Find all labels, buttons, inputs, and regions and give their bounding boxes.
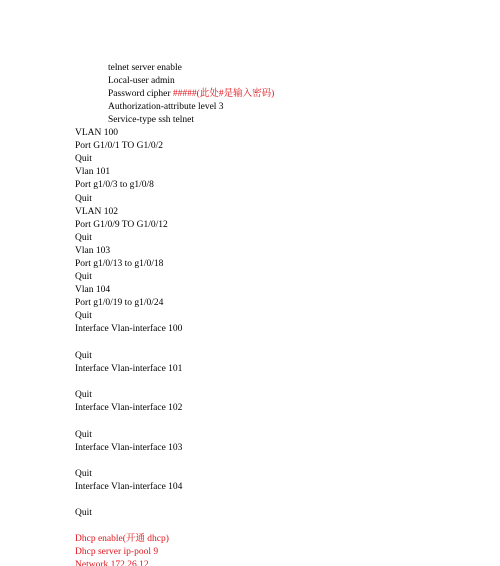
config-line: Port g1/0/19 to g1/0/24 — [75, 298, 164, 308]
config-line: Interface Vlan-interface 100 — [75, 324, 183, 334]
config-line: Quit — [75, 233, 92, 243]
config-line: Port G1/0/9 TO G1/0/12 — [75, 220, 168, 230]
password-note: #####(此处#是输入密码) — [172, 89, 275, 99]
config-line: Port G1/0/1 TO G1/0/2 — [75, 141, 164, 151]
config-line: Service-type ssh telnet — [108, 115, 195, 125]
config-line: VLAN 100 — [75, 128, 119, 138]
config-line: Quit — [75, 508, 92, 518]
config-line: Quit — [75, 351, 92, 361]
config-line: Vlan 103 — [75, 246, 111, 256]
config-line: Quit — [75, 469, 92, 479]
config-line: Port g1/0/3 to g1/0/8 — [75, 180, 154, 190]
config-line: Authorization-attribute level 3 — [108, 102, 224, 112]
config-line: telnet server enable — [108, 63, 182, 73]
config-line: Quit — [75, 154, 92, 164]
config-line: Quit — [75, 272, 92, 282]
dhcp-line: Dhcp server ip-pool 9 — [75, 547, 159, 557]
password-label: Password cipher — [108, 89, 173, 99]
config-line: Vlan 101 — [75, 167, 111, 177]
config-line: Interface Vlan-interface 103 — [75, 443, 183, 453]
dhcp-line: Dhcp enable(开通 dhcp) — [75, 534, 169, 544]
password-line — [108, 88, 274, 100]
config-line: Quit — [75, 194, 92, 204]
config-line: Quit — [75, 390, 92, 400]
dhcp-line: Network 172.26.12 — [75, 560, 149, 566]
config-line: Quit — [75, 430, 92, 440]
config-line: Interface Vlan-interface 102 — [75, 403, 183, 413]
config-line: Port g1/0/13 to g1/0/18 — [75, 259, 164, 269]
config-line: Vlan 104 — [75, 285, 111, 295]
config-line: VLAN 102 — [75, 207, 119, 217]
config-line: Interface Vlan-interface 101 — [75, 364, 183, 374]
config-line: Local-user admin — [108, 76, 175, 86]
config-line: Quit — [75, 311, 92, 321]
config-line: Interface Vlan-interface 104 — [75, 482, 183, 492]
